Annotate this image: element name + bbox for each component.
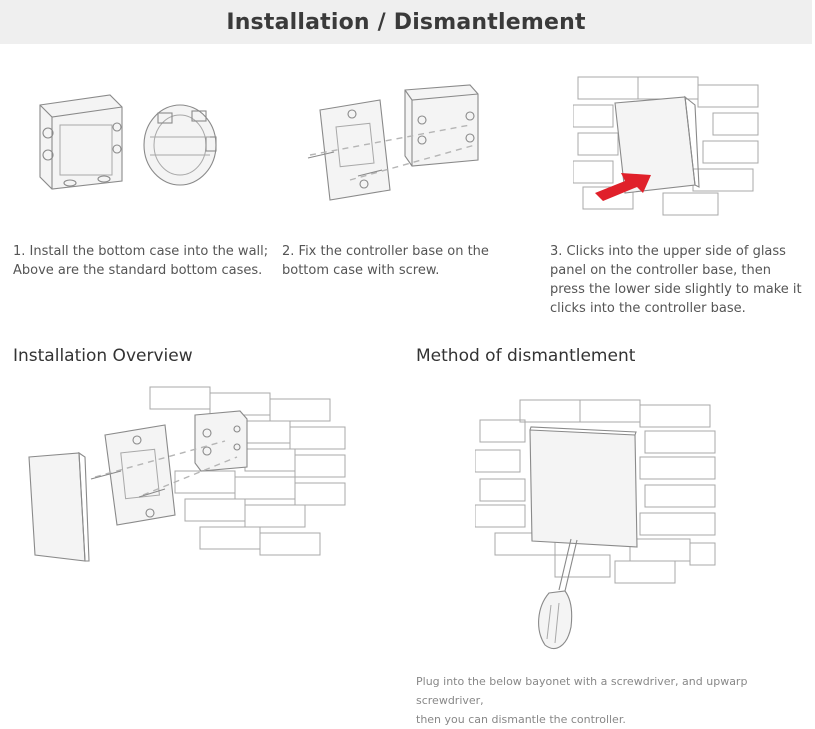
installation-overview-illustration [25, 385, 355, 575]
controller-base-illustration [300, 80, 500, 210]
step-3-caption: 3. Clicks into the upper side of glass panel on the controller base, then press the lower side slightly to make it clicks into the controller base. [550, 244, 802, 316]
step-1-caption: 1. Install the bottom case into the wall; Above are the standard bottom cases. [13, 244, 269, 278]
page-title: Installation / Dismantlement [226, 9, 586, 35]
page-header [0, 0, 812, 44]
dismantlement-note: Plug into the below bayonet with a screwdriver, and upwarp screwdriver, then you can dismantle the controller. [416, 675, 748, 726]
glass-panel-illustration [573, 75, 763, 220]
bottom-cases-illustration [30, 85, 230, 195]
dismantlement-title: Method of dismantlement [416, 346, 636, 366]
step-2-caption: 2. Fix the controller base on the bottom case with screw. [282, 244, 489, 278]
dismantlement-illustration [475, 395, 725, 655]
installation-overview-title: Installation Overview [13, 346, 193, 366]
